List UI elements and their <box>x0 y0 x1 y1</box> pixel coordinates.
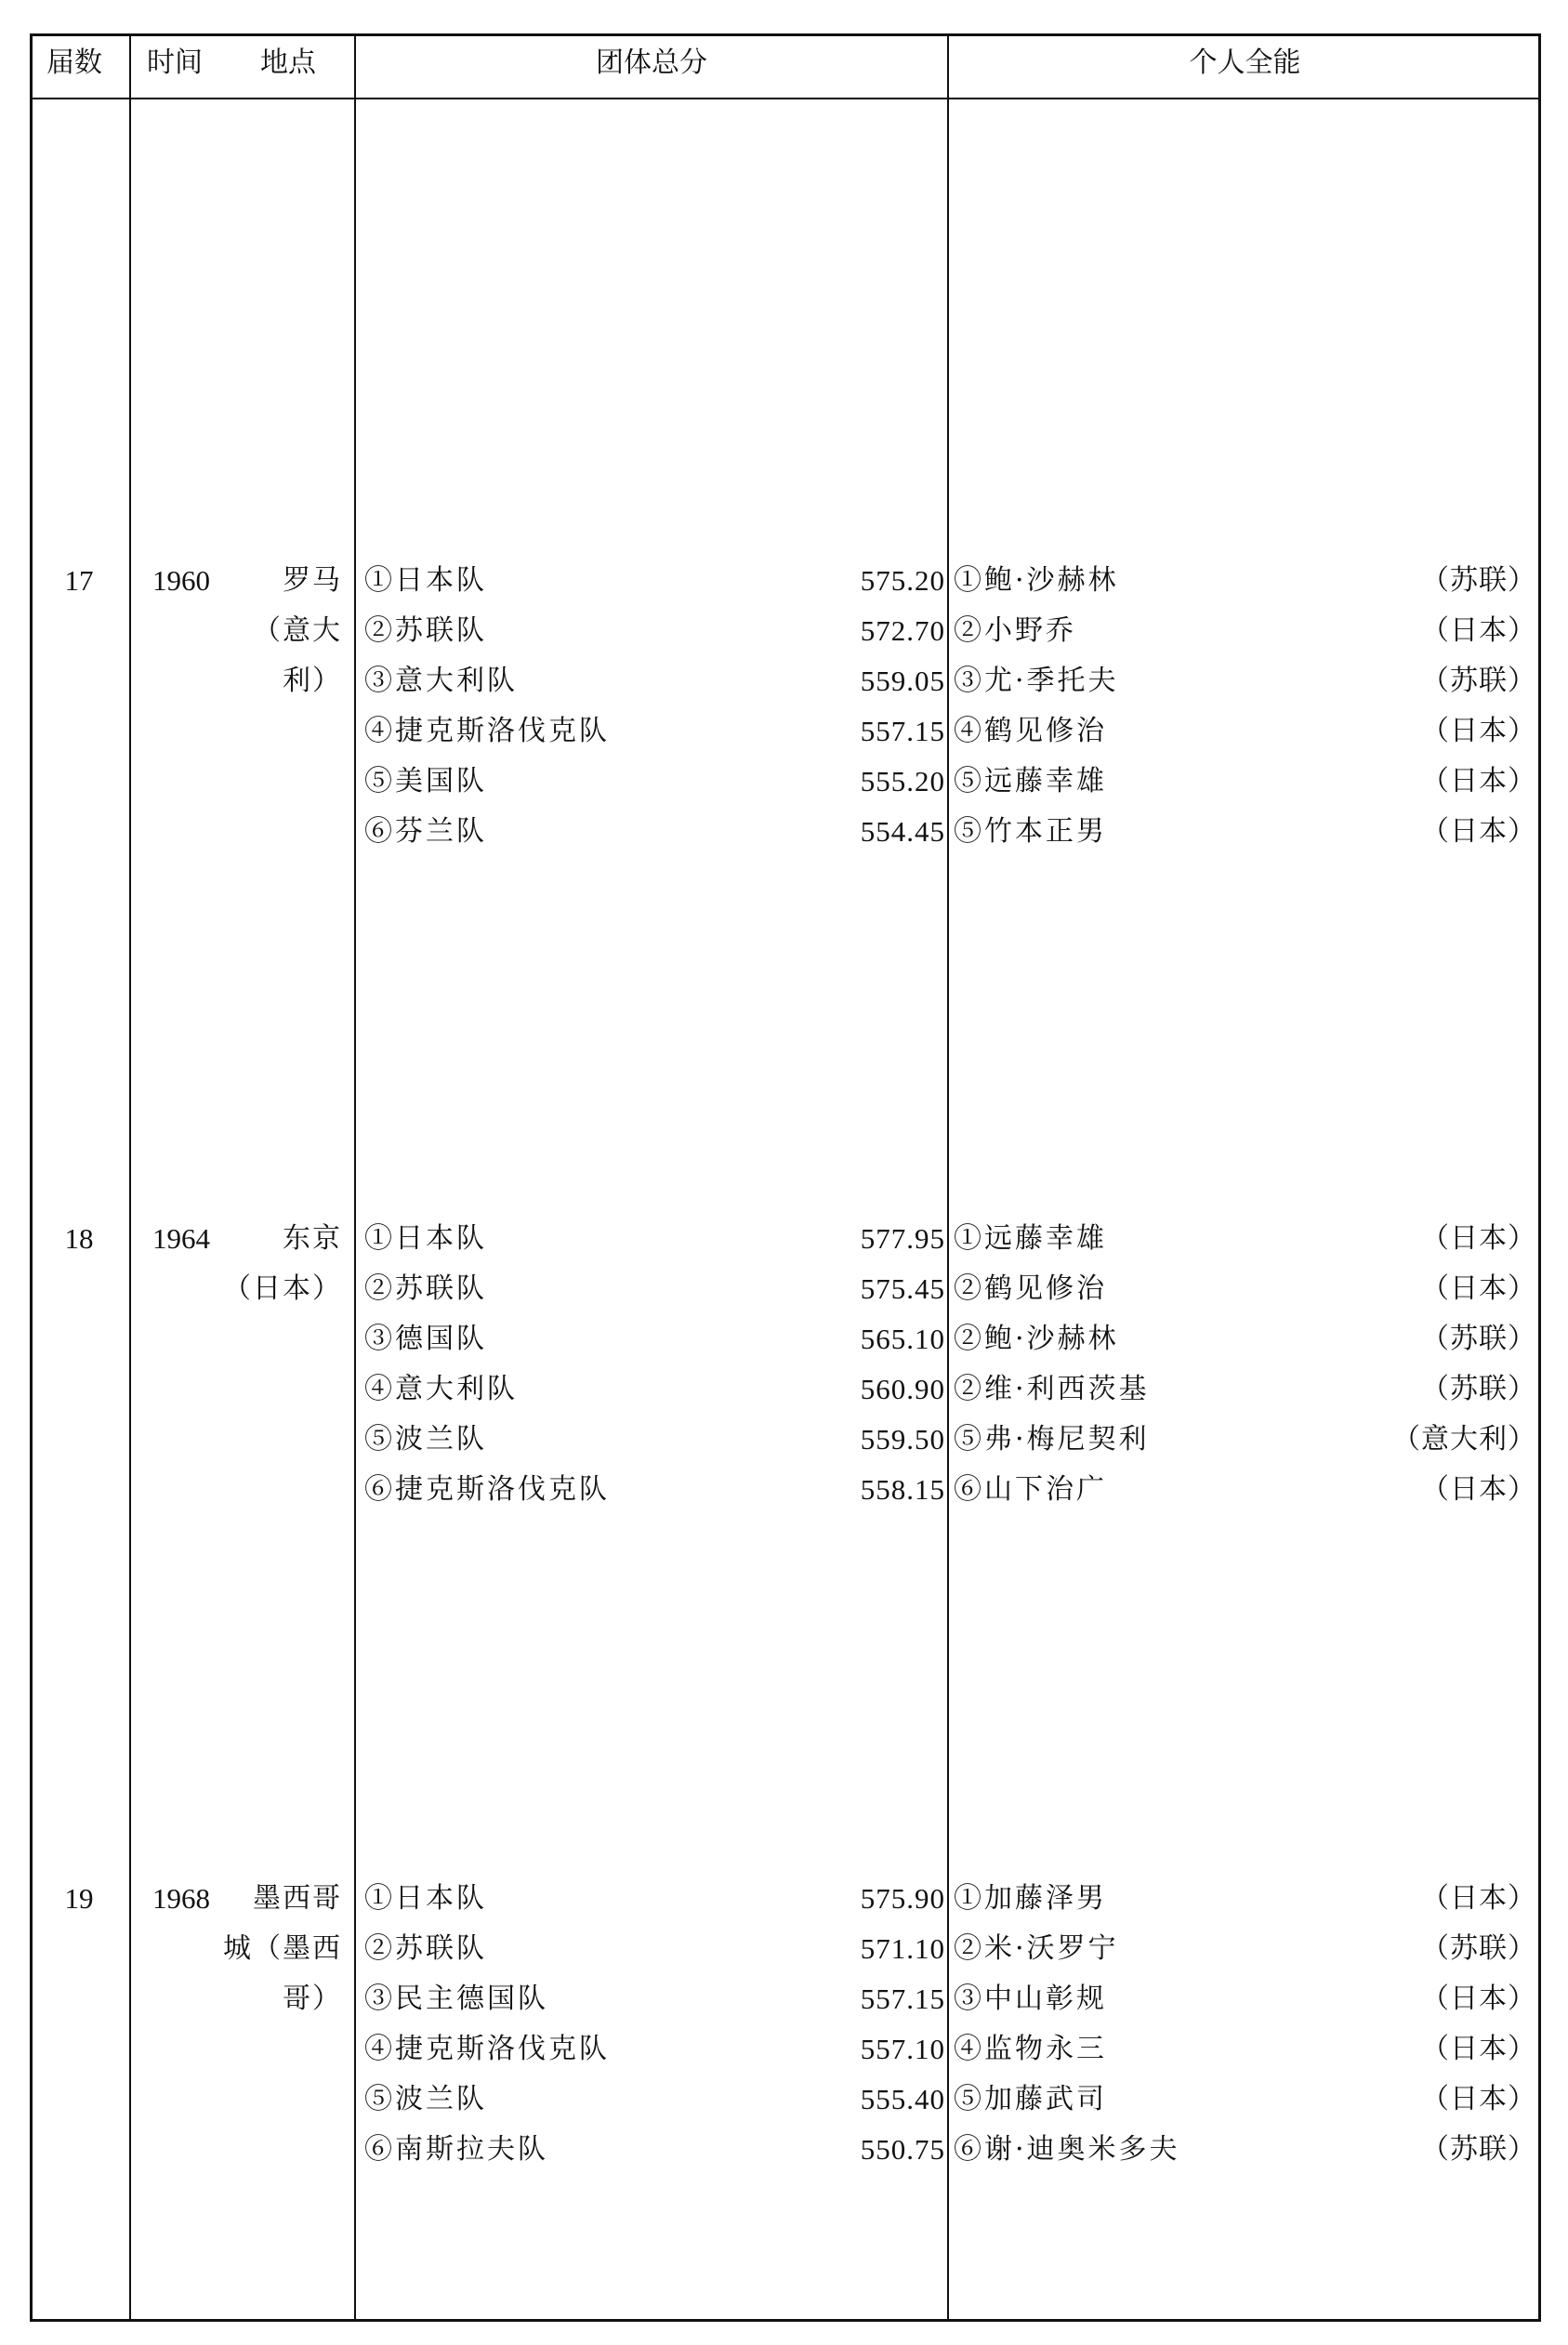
team-result-row <box>364 1465 945 1515</box>
games-venue <box>223 1214 342 1314</box>
athlete-country: （苏联） <box>1421 2133 1536 2166</box>
team-score: 575.20 <box>860 564 945 597</box>
individual-result-row <box>954 807 1536 857</box>
athlete-country: （日本） <box>1421 1473 1536 1506</box>
individual-result-row <box>954 1924 1536 1974</box>
team-name: ⑤美国队 <box>364 765 487 797</box>
team-score: 560.90 <box>860 1373 945 1405</box>
individual-result-row <box>954 1465 1536 1515</box>
team-result-row <box>364 1364 945 1415</box>
edition-number: 18 <box>64 1222 94 1255</box>
team-result-row <box>364 2125 945 2175</box>
team-result-row <box>364 757 945 807</box>
individual-result-row <box>954 2024 1536 2075</box>
team-score: 557.15 <box>860 1983 945 2015</box>
games-year: 1964 <box>152 1222 210 1255</box>
team-score: 555.40 <box>860 2083 945 2115</box>
team-score: 565.10 <box>860 1323 945 1355</box>
venue-line: 墨西哥 <box>253 1882 342 1915</box>
team-score: 555.20 <box>860 765 945 797</box>
team-name: ⑥捷克斯洛伐克队 <box>364 1473 610 1506</box>
team-result-row <box>364 2024 945 2075</box>
athlete-country: （日本） <box>1421 2083 1536 2115</box>
header-team-total: 团体总分 <box>596 46 707 79</box>
team-name: ①日本队 <box>364 1882 487 1915</box>
athlete-country: （日本） <box>1421 815 1536 848</box>
individual-results-list <box>954 1874 1536 2175</box>
team-result-row <box>364 1974 945 2024</box>
venue-line: 罗马 <box>283 564 342 597</box>
team-name: ④捷克斯洛伐克队 <box>364 2033 610 2065</box>
team-result-row <box>364 2075 945 2125</box>
athlete-country: （日本） <box>1421 1882 1536 1915</box>
athlete-name: ③尤·季托夫 <box>954 665 1119 697</box>
individual-result-row <box>954 706 1536 757</box>
team-name: ⑤波兰队 <box>364 1423 487 1456</box>
athlete-name: ⑤加藤武司 <box>954 2083 1107 2115</box>
venue-line: 城（墨西 <box>223 1932 342 1965</box>
team-score: 557.10 <box>860 2033 945 2065</box>
athlete-name: ④鹤见修治 <box>954 715 1107 747</box>
athlete-name: ②小野乔 <box>954 614 1076 647</box>
team-name: ②苏联队 <box>364 1272 487 1305</box>
athlete-name: ③中山彰规 <box>954 1983 1107 2015</box>
athlete-name: ②维·利西茨基 <box>954 1373 1150 1405</box>
individual-result-row <box>954 1314 1536 1364</box>
team-result-row <box>364 1415 945 1465</box>
athlete-name: ⑤竹本正男 <box>954 815 1107 848</box>
athlete-country: （苏联） <box>1421 564 1536 597</box>
team-name: ②苏联队 <box>364 1932 487 1965</box>
athlete-country: （日本） <box>1421 1222 1536 1255</box>
edition-number: 19 <box>64 1882 94 1915</box>
team-score: 559.50 <box>860 1423 945 1456</box>
athlete-name: ②鹤见修治 <box>954 1272 1107 1305</box>
team-results-list <box>364 1874 945 2175</box>
team-result-row <box>364 1214 945 1264</box>
individual-result-row <box>954 1264 1536 1314</box>
athlete-name: ⑥山下治广 <box>954 1473 1107 1506</box>
individual-result-row <box>954 1874 1536 1924</box>
team-result-row <box>364 1924 945 1974</box>
team-score: 577.95 <box>860 1222 945 1255</box>
team-results-list <box>364 556 945 857</box>
athlete-country: （日本） <box>1421 765 1536 797</box>
team-result-row <box>364 807 945 857</box>
team-name: ⑥南斯拉夫队 <box>364 2133 548 2166</box>
header-place: 地点 <box>260 46 316 79</box>
athlete-country: （日本） <box>1421 2033 1536 2065</box>
header-individual-all-around: 个人全能 <box>1189 46 1301 79</box>
athlete-name: ①远藤幸雄 <box>954 1222 1107 1255</box>
team-name: ⑤波兰队 <box>364 2083 487 2115</box>
team-name: ⑥芬兰队 <box>364 815 487 848</box>
athlete-country: （苏联） <box>1421 1323 1536 1355</box>
individual-result-row <box>954 556 1536 606</box>
team-name: ③德国队 <box>364 1323 487 1355</box>
individual-result-row <box>954 1974 1536 2024</box>
athlete-name: ④监物永三 <box>954 2033 1107 2065</box>
athlete-country: （苏联） <box>1421 665 1536 697</box>
header-time: 时间 <box>147 46 203 79</box>
athlete-name: ②米·沃罗宁 <box>954 1932 1119 1965</box>
athlete-country: （日本） <box>1421 1272 1536 1305</box>
team-score: 571.10 <box>860 1932 945 1965</box>
team-score: 550.75 <box>860 2133 945 2166</box>
team-result-row <box>364 1264 945 1314</box>
team-name: ③意大利队 <box>364 665 518 697</box>
games-section <box>0 1874 1568 2180</box>
venue-line: 哥） <box>283 1983 342 2015</box>
team-score: 558.15 <box>860 1473 945 1506</box>
athlete-country: （苏联） <box>1421 1373 1536 1405</box>
team-name: ④捷克斯洛伐克队 <box>364 715 610 747</box>
games-section <box>0 1214 1568 1521</box>
individual-results-list <box>954 556 1536 857</box>
team-result-row <box>364 1314 945 1364</box>
athlete-country: （日本） <box>1421 715 1536 747</box>
venue-line: 东京 <box>283 1222 342 1255</box>
athlete-country: （日本） <box>1421 1983 1536 2015</box>
athlete-country: （意大利） <box>1392 1423 1536 1456</box>
team-name: ④意大利队 <box>364 1373 518 1405</box>
team-score: 575.90 <box>860 1882 945 1915</box>
team-name: ③民主德国队 <box>364 1983 548 2015</box>
athlete-country: （日本） <box>1421 614 1536 647</box>
header-divider <box>30 98 1541 99</box>
team-result-row <box>364 706 945 757</box>
team-score: 575.45 <box>860 1272 945 1305</box>
games-section <box>0 556 1568 863</box>
team-results-list <box>364 1214 945 1515</box>
edition-number: 17 <box>64 564 94 597</box>
games-year: 1968 <box>152 1882 210 1915</box>
individual-result-row <box>954 2075 1536 2125</box>
team-score: 554.45 <box>860 815 945 848</box>
games-venue <box>223 556 342 706</box>
venue-line: （日本） <box>223 1272 342 1305</box>
athlete-name: ①鲍·沙赫林 <box>954 564 1119 597</box>
athlete-country: （苏联） <box>1421 1932 1536 1965</box>
header-edition: 届数 <box>46 46 102 79</box>
individual-result-row <box>954 757 1536 807</box>
individual-result-row <box>954 1364 1536 1415</box>
venue-line: 利） <box>283 665 342 697</box>
team-name: ①日本队 <box>364 1222 487 1255</box>
athlete-name: ⑤弗·梅尼契利 <box>954 1423 1150 1456</box>
team-result-row <box>364 606 945 656</box>
venue-line: （意大 <box>253 614 342 647</box>
athlete-name: ①加藤泽男 <box>954 1882 1107 1915</box>
athlete-name: ⑤远藤幸雄 <box>954 765 1107 797</box>
games-venue <box>223 1874 342 2024</box>
athlete-name: ⑥谢·迪奥米多夫 <box>954 2133 1180 2166</box>
games-year: 1960 <box>152 564 210 597</box>
individual-result-row <box>954 606 1536 656</box>
team-name: ①日本队 <box>364 564 487 597</box>
team-name: ②苏联队 <box>364 614 487 647</box>
athlete-name: ②鲍·沙赫林 <box>954 1323 1119 1355</box>
individual-results-list <box>954 1214 1536 1515</box>
team-score: 557.15 <box>860 715 945 747</box>
individual-result-row <box>954 1415 1536 1465</box>
team-score: 559.05 <box>860 665 945 697</box>
individual-result-row <box>954 656 1536 706</box>
individual-result-row <box>954 1214 1536 1264</box>
individual-result-row <box>954 2125 1536 2175</box>
team-result-row <box>364 1874 945 1924</box>
team-score: 572.70 <box>860 614 945 647</box>
team-result-row <box>364 556 945 606</box>
team-result-row <box>364 656 945 706</box>
